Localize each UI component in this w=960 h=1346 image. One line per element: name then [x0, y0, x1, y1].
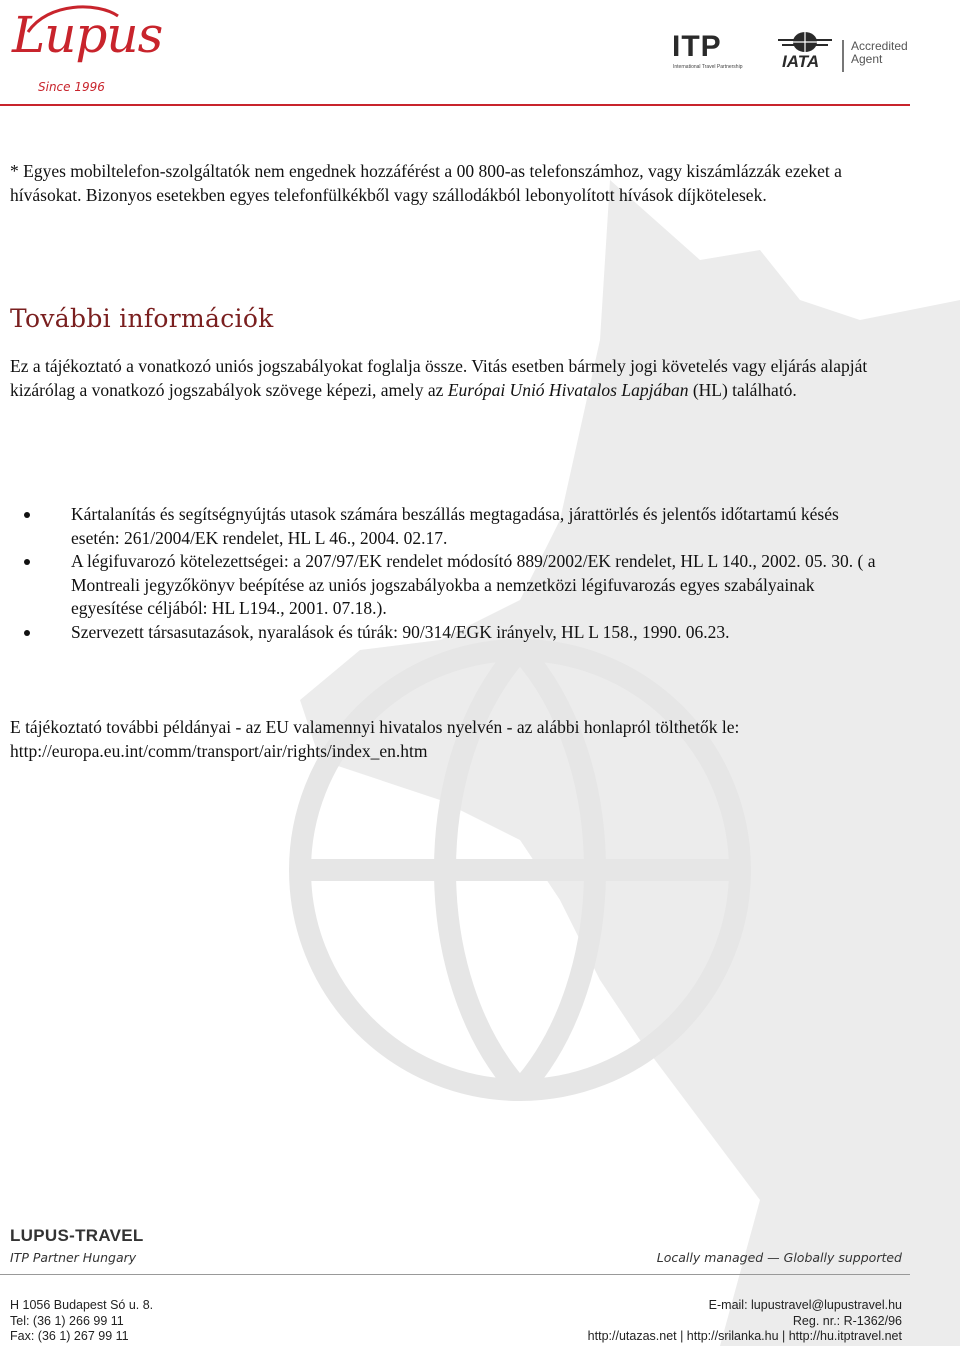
- list-item-text: Kártalanítás és segítségnyújtás utasok számára beszállás megtagadása, járattörlés és jelentős időtartamú késés esetén: 261/2004/EK rendelet, HL L 46., 2004. 02.17.: [71, 504, 839, 548]
- accredited-line-2: Agent: [851, 52, 883, 66]
- footer-tel: Tel: (36 1) 266 99 11: [10, 1313, 124, 1328]
- list-item: [10, 550, 890, 621]
- footnote: * Egyes mobiltelefon-szolgáltatók nem engednek hozzáférést a 00 800-as telefonszámhoz, vagy kiszámlázzák ezeket a hívásokat. Bizonyos esetekben egyes telefonfülkékből vagy szállodákból lebonyolított hívások díjkötelesek.: [10, 161, 842, 205]
- bullet-icon: [24, 512, 30, 518]
- accredited-line-1: Accredited: [851, 39, 908, 53]
- footer-online: [588, 1298, 902, 1345]
- copies-paragraph: [10, 716, 890, 763]
- footer-motto: Locally managed — Globally supported: [656, 1250, 902, 1265]
- itp-logo: [672, 30, 742, 74]
- footer-address: H 1056 Budapest Só u. 8.: [10, 1298, 154, 1312]
- list-item: [10, 503, 890, 550]
- intro-text-1: Ez a tájékoztató a vonatkozó uniós jogszabályokat foglalja össze. Vitás esetben bármely jogi követelés vagy eljárás alapját kizárólag a vonatkozó jogszabályok szövege képezi, amely az: [10, 356, 868, 400]
- logo-text: Lupus: [12, 6, 163, 64]
- footer-reg: Reg. nr.: R-1362/96: [792, 1313, 902, 1328]
- bullet-icon: [24, 559, 30, 565]
- footer-contact: [10, 1298, 153, 1345]
- iata-logo-text: IATA: [782, 52, 820, 71]
- iata-logo: [776, 30, 834, 74]
- list-item-text: Szervezett társasutazások, nyaralások és túrák: 90/314/EGK irányelv, HL L 158., 1990. 06.23.: [71, 621, 730, 642]
- accredited-agent-badge: [842, 40, 908, 72]
- copies-text: E tájékoztató további példányai - az EU valamennyi hivatalos nyelvén - az alábbi honlapról tölthetők le:: [10, 717, 740, 737]
- intro-paragraph: [10, 355, 890, 402]
- lupus-logo[interactable]: [8, 2, 163, 98]
- copies-url-link[interactable]: http://europa.eu.int/comm/transport/air/rights/index_en.htm: [10, 740, 428, 761]
- footer-fax: Fax: (36 1) 267 99 11: [10, 1329, 129, 1343]
- intro-text-2: (HL) található.: [688, 379, 797, 400]
- header-divider: [0, 104, 910, 106]
- footer-partner: ITP Partner Hungary: [10, 1250, 137, 1265]
- intro-italic-ref: Európai Unió Hivatalos Lapjában: [447, 379, 689, 400]
- footer-links[interactable]: http://utazas.net | http://srilanka.hu | http://hu.itptravel.net: [587, 1329, 902, 1343]
- itp-logo-text: ITP: [672, 30, 722, 63]
- itp-tagline: International Travel Partnership: [673, 64, 743, 70]
- list-item: [10, 621, 890, 645]
- section-title: További információk: [10, 304, 274, 333]
- bullet-icon: [24, 630, 30, 636]
- logo-since: Since 1996: [38, 80, 105, 94]
- footer-brand: LUPUS-TRAVEL: [10, 1226, 144, 1245]
- footer-email-link[interactable]: E-mail: lupustravel@lupustravel.hu: [708, 1298, 902, 1312]
- iata-globe-icon: [776, 30, 834, 54]
- regulation-list: [10, 503, 890, 644]
- footer-divider: [0, 1274, 910, 1275]
- list-item-text: A légifuvarozó kötelezettségei: a 207/97/EK rendelet módosító 889/2002/EK rendelet, HL L 140., 2002. 05. 30. ( a Montreali jegyzőkönyv beépítése az uniós jogszabályokba a nemzetközi légifuvarozás egyes szabályainak egyesítése céljából: HL L194., 2001. 07.18.).: [71, 551, 876, 618]
